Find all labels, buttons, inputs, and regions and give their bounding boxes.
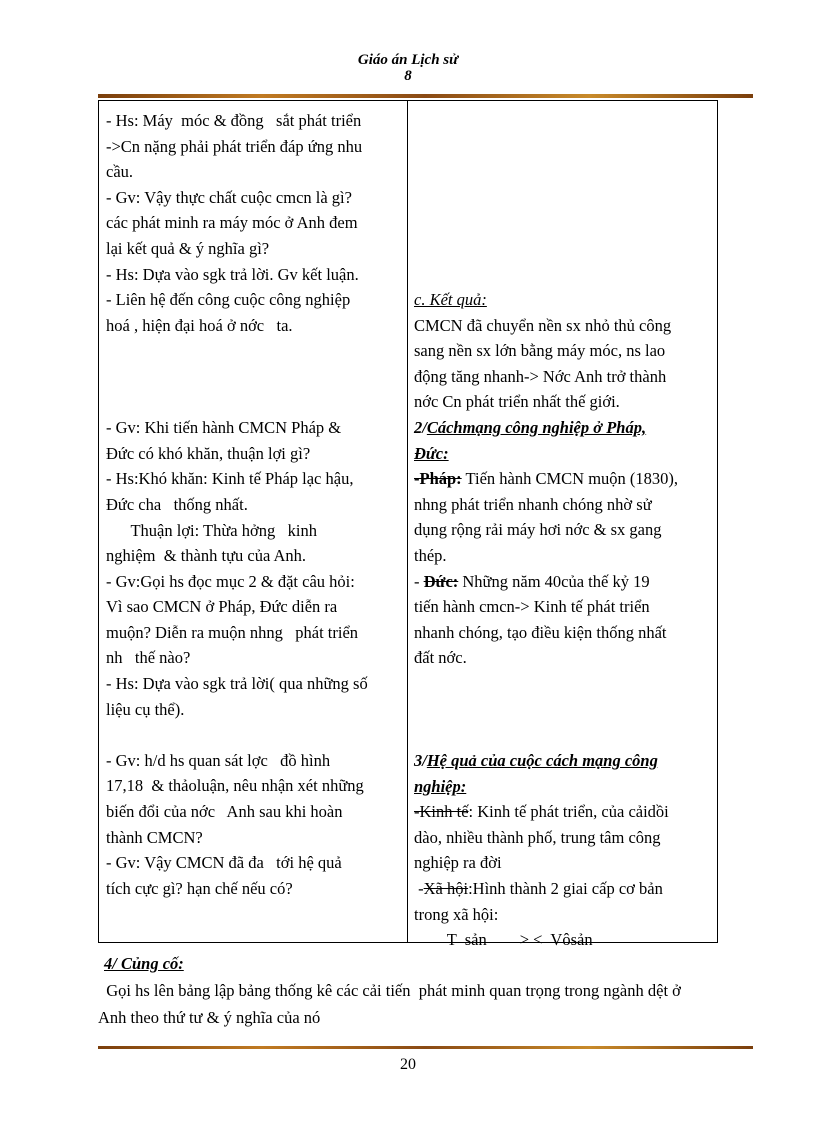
activity-line: cầu.: [106, 162, 134, 182]
activity-line: - Hs: Dựa vào sgk trả lời( qua những số: [106, 674, 368, 694]
blank-line: [106, 722, 402, 748]
activity-line: - Liên hệ đến công cuộc công nghiệp: [106, 290, 351, 310]
blank-line: [106, 338, 402, 364]
activity-line: liệu cụ thể).: [106, 699, 185, 719]
section-3-heading-cont: nghiệp:: [414, 776, 467, 796]
xa-hoi-line: T sản > < Vôsản: [414, 930, 593, 950]
xa-hoi-label: Xã hội: [423, 878, 469, 898]
duc-line: tiến hành cmcn-> Kinh tế phát triển: [414, 597, 650, 617]
activity-line: ->Cn nặng phải phát triển đáp ứng nhu: [106, 136, 363, 156]
duc-line: nhanh chóng, tạo điều kiện thống nhất: [414, 622, 667, 642]
result-line: CMCN đã chuyển nền sx nhỏ thủ công: [414, 315, 672, 335]
activity-line: - Gv: Vậy thực chất cuộc cmcn là gì?: [106, 187, 352, 207]
phap-label: -Pháp:: [414, 469, 462, 489]
activity-line: hoá , hiện đại hoá ở nớc ta.: [106, 315, 293, 335]
activity-line: - Hs:Khó khăn: Kinh tế Pháp lạc hậu,: [106, 469, 354, 489]
activity-line: Thuận lợi: Thừa hởng kinh: [106, 520, 317, 540]
activity-line: các phát minh ra máy móc ở Anh đem: [106, 213, 358, 233]
kinh-te-line: : Kinh tế phát triển, của cảidồi: [468, 802, 669, 822]
section-3: [414, 748, 714, 953]
activity-line: nghiệm & thành tựu của Anh.: [106, 546, 307, 566]
xa-hoi-prefix: -: [414, 878, 424, 898]
result-heading: c. Kết quả:: [414, 290, 487, 309]
footer-rule: [98, 1046, 753, 1049]
blank-line: [106, 364, 402, 390]
activity-line: thành CMCN?: [106, 827, 203, 847]
activity-line: - Hs: Dựa vào sgk trả lời. Gv kết luận.: [106, 264, 359, 284]
consolidation-heading: 4/ Củng cố:: [104, 954, 184, 973]
result-line: nớc Cn phát triển nhất thế giới.: [414, 392, 620, 412]
duc-label: Đức:: [423, 571, 459, 591]
activity-line: - Gv:Gọi hs đọc mục 2 & đặt câu hỏi:: [106, 571, 355, 591]
phap-line: nhng phát triển nhanh chóng nhờ sử: [414, 494, 652, 514]
header-subtitle: 8: [404, 68, 412, 84]
consolidation-section: [98, 950, 758, 1031]
section-2-number: 2/: [414, 418, 427, 437]
header-title: Giáo án Lịch sử: [357, 52, 459, 68]
duc-line: đất nớc.: [414, 648, 467, 668]
consolidation-line: Gọi hs lên bảng lập bảng thống kê các cải tiến phát minh quan trọng trong ngành dệt ở: [98, 981, 681, 1000]
result-line: sang nền sx lớn bằng máy móc, ns lao: [414, 341, 666, 361]
activity-line: biến đổi của nớc Anh sau khi hoàn: [106, 802, 343, 822]
phap-line: Tiến hành CMCN muộn (1830),: [461, 469, 679, 489]
column-divider: [407, 100, 408, 943]
activity-line: - Gv: Khi tiến hành CMCN Pháp &: [106, 418, 342, 438]
section-2-heading-cont: Đức:: [414, 443, 449, 463]
duc-line: Những năm 40của thế kỷ 19: [458, 571, 650, 591]
xa-hoi-line: trong xã hội:: [414, 904, 499, 924]
duc-prefix: -: [414, 571, 424, 591]
consolidation-line: Anh theo thứ tư & ý nghĩa của nó: [98, 1008, 321, 1027]
activity-line: muộn? Diễn ra muộn nhng phát triển: [106, 622, 359, 642]
phap-line: thép.: [414, 545, 447, 565]
activity-line: lại kết quả & ý nghĩa gì?: [106, 238, 270, 258]
section-2-heading: Cáchmạng công nghiệp ở Pháp,: [426, 418, 647, 437]
activity-line: - Gv: Vậy CMCN đã đa tới hệ quả: [106, 853, 342, 873]
kinh-te-line: dào, nhiều thành phố, trung tâm công: [414, 827, 661, 847]
page-header: [0, 52, 816, 84]
activity-line: - Gv: h/d hs quan sát lợc đồ hình: [106, 750, 331, 770]
header-rule: [98, 94, 753, 98]
phap-line: dụng rộng rải máy hơi nớc & sx gang: [414, 520, 662, 540]
section-2: [414, 415, 714, 671]
teacher-student-activity-column: [106, 108, 402, 901]
section-3-number: 3/: [414, 751, 427, 770]
activity-line: Đức có khó khăn, thuận lợi gì?: [106, 443, 311, 463]
blank-line: [106, 390, 402, 416]
activity-line: - Hs: Máy móc & đồng sắt phát triển: [106, 111, 362, 130]
activity-line: Vì sao CMCN ở Pháp, Đức diễn ra: [106, 597, 338, 617]
result-line: động tăng nhanh-> Nớc Anh trở thành: [414, 366, 667, 386]
kinh-te-line: nghiệp ra đời: [414, 853, 502, 873]
section-3-heading: Hệ quả của cuộc cách mạng công: [426, 751, 658, 770]
kinh-te-label: -Kinh tế: [414, 802, 469, 822]
page-number: 20: [400, 1056, 416, 1073]
activity-line: nh thế nào?: [106, 648, 191, 668]
result-section: [414, 287, 714, 415]
xa-hoi-line: :Hình thành 2 giai cấp cơ bản: [468, 878, 663, 898]
activity-line: 17,18 & thảoluận, nêu nhận xét những: [106, 776, 364, 796]
activity-line: tích cực gì? hạn chế nếu có?: [106, 878, 293, 898]
activity-line: Đức cha thống nhất.: [106, 494, 248, 514]
